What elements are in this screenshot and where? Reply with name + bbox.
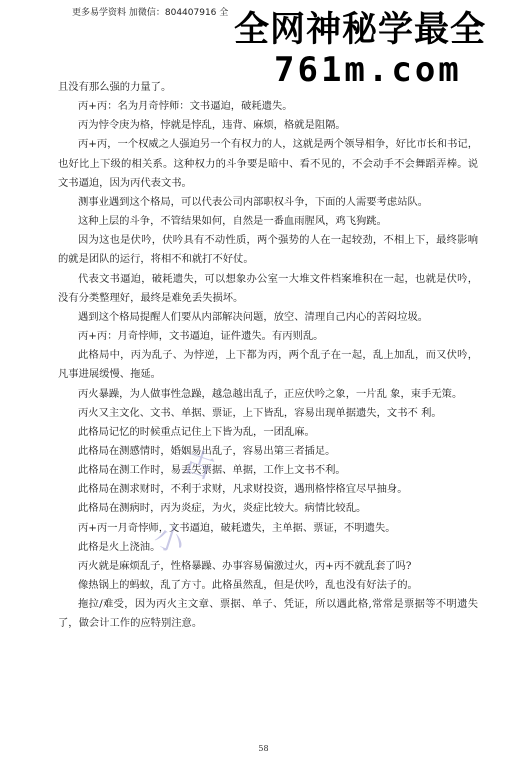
page-number: 58: [258, 744, 269, 753]
paragraph: 此格局在测病时，丙为炎症，为火，炎症比较大。病情比较乱。: [78, 502, 367, 515]
paragraph: 丙+丙一月奇悖师，文书逼迫，破耗遗失，主单据、票证，不明遗失。: [78, 521, 396, 534]
paragraph: 因为这也是伏吟，伏吟具有不动性质，两个强势的人在一起较劲，不相上下，最终影响的就是团队的运行，将相不和就打不好仗。: [58, 234, 478, 266]
watermark-title: 全网神秘学最全: [234, 10, 487, 50]
paragraph: 拖拉/难受，因为丙火主文章、票据、单子、凭证，所以遇此格,常常是票据等不明遗失了，做会计工作的应特别注意。: [58, 598, 478, 630]
paragraph: 丙为悖令庚为格，悖就是悖乱，违背、麻烦，格就是阻隔。: [78, 119, 346, 132]
paragraph: 丙火暴躁，为人做事性急躁，越急越出乱子，正应伏吟之象，一片乱 象，束手无策。: [78, 387, 463, 400]
paragraph: 丙+丙：名为月奇悖师：文书逼迫，破耗遗失。: [78, 100, 293, 113]
paragraph: 此格局在测工作时，易丢失票据、单据，工作上文书不利。: [78, 464, 346, 477]
stamp-char-1: 古: [179, 444, 219, 487]
document-body: [58, 78, 478, 634]
paragraph: 此格局在测感情时，婚姻易出乱子，容易出第三者插足。: [78, 444, 336, 457]
header-note: 更多易学资料 加微信：804407916 全: [72, 8, 229, 18]
paragraph: 此格局在测求财时，不利于求财，凡求财投资，遇刑格悖格宜尽早抽身。: [78, 483, 408, 496]
watermark-url: 761m.com: [274, 50, 462, 90]
paragraph: 此格局中，丙为乱子、为悖逆，上下都为丙，两个乱子在一起，乱上加乱，而又伏吟， 凡事进展缓慢、拖延。: [58, 349, 478, 381]
paragraph: 此格是火上浇油。: [78, 540, 161, 553]
paragraph: 遇到这个格局提醒人们要从内部解决问题，放空、清理自己内心的苦闷垃圾。: [78, 310, 429, 323]
paragraph: 像热锅上的蚂蚁，乱了方寸。此格虽然乱，但是伏吟，乱也没有好法子的。: [78, 579, 418, 592]
stamp-char-2: 小: [149, 518, 190, 562]
paragraph: 丙火就是麻烦乱子，性格暴躁、办事容易偏激过火，丙+丙不就乱套了吗?: [78, 559, 412, 572]
paragraph: 测事业遇到这个格局，可以代表公司内部职权斗争，下面的人需要考虑站队。: [78, 195, 429, 208]
paragraph: 此格局记忆的时候重点记住上下皆为乱，一团乱麻。: [78, 425, 315, 438]
paragraph: 且没有那么强的力量了。: [58, 81, 172, 93]
paragraph: 丙+丙：月奇悖师，文书逼迫，证件遗失。有丙则乱。: [78, 330, 324, 343]
paragraph: 代表文书逼迫，破耗遗失，可以想象办公室一大堆文件档案堆积在一起，也就是伏吟，没有分类整理好，最终是难免丢失损坏。: [58, 272, 478, 304]
paragraph: 丙+丙，一个权威之人强迫另一个有权力的人，这就是两个领导相争，好比市长和书记，也好比上下级的相关系。这种权力的斗争要是暗中、看不见的，不会动手不会舞蹈弄棒。说文书逼迫，因为丙代表文书。: [58, 138, 478, 189]
paragraph: 丙火又主文化、文书、单据、票证，上下皆乱，容易出现单据遗失，文书不 利。: [78, 406, 442, 419]
paragraph: 这种上层的斗争，不管结果如何，自然是一番血雨腥风，鸡飞狗跳。: [78, 215, 387, 228]
